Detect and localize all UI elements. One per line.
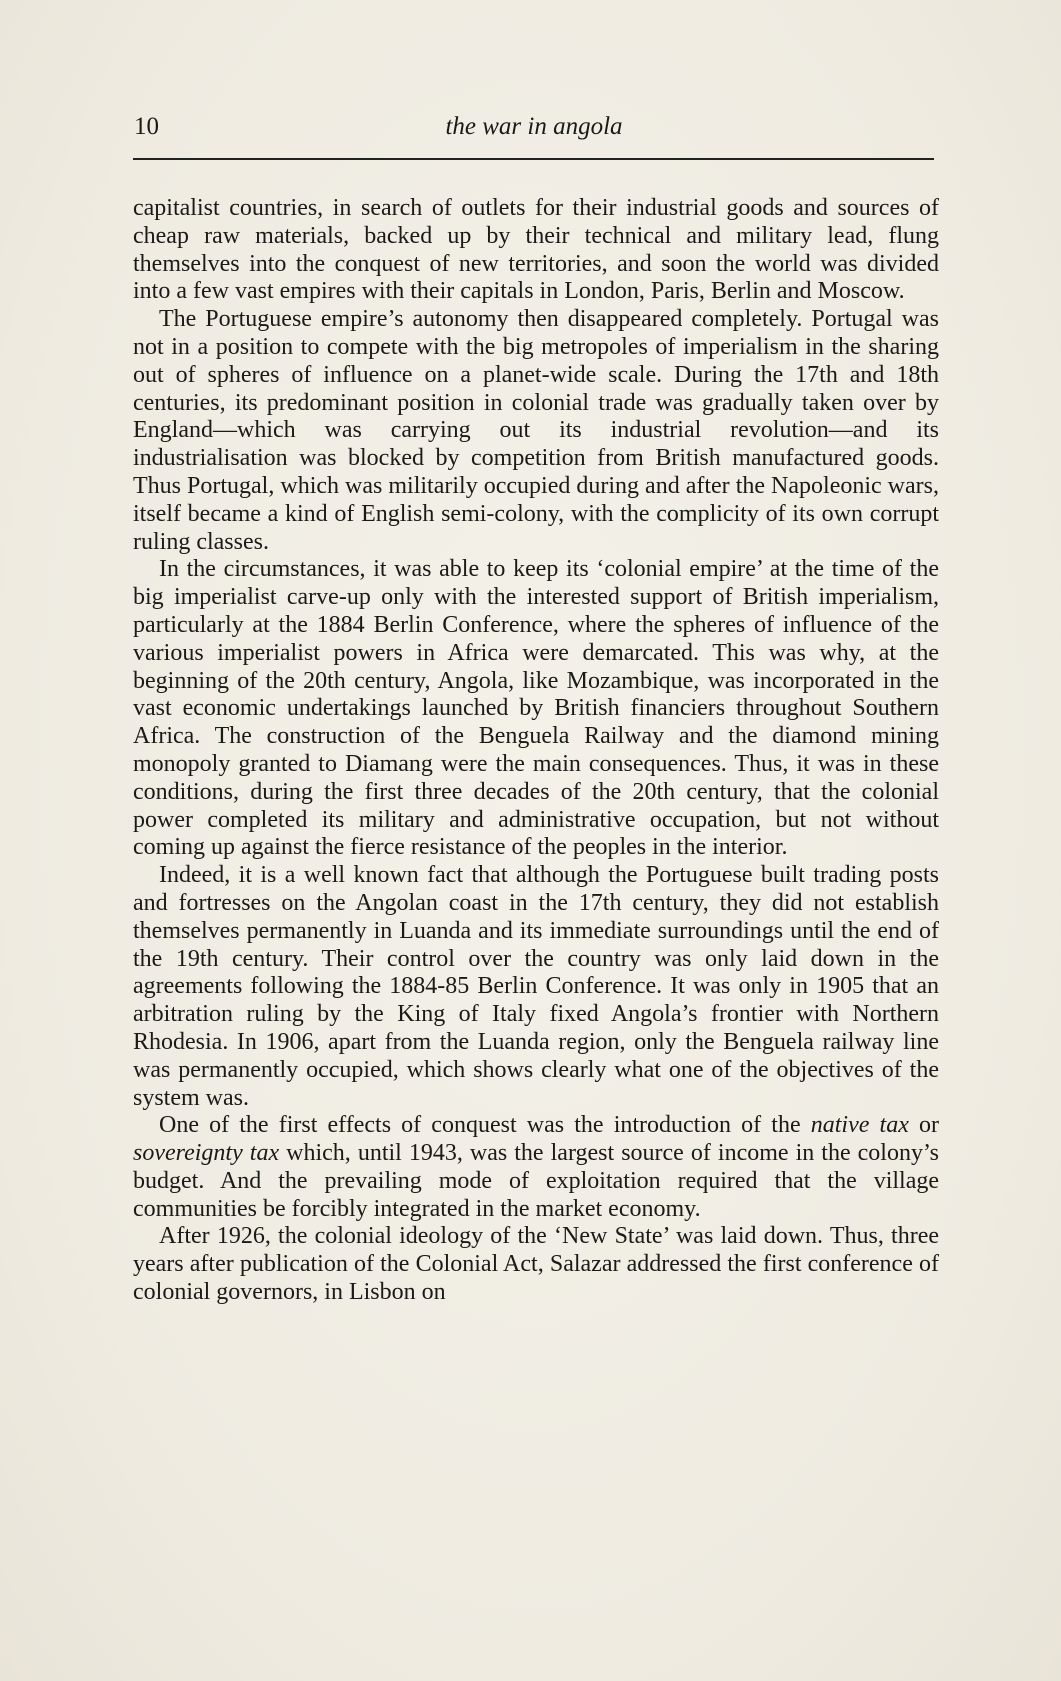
paragraph-5-text-before: One of the first effects of conquest was the introduction of the bbox=[159, 1112, 811, 1139]
native-tax-term: native tax bbox=[810, 1112, 909, 1139]
page-number: 10 bbox=[134, 113, 159, 140]
header-rule bbox=[133, 158, 934, 160]
page-header bbox=[134, 110, 934, 144]
running-title: the war in angola bbox=[445, 113, 623, 140]
sovereignty-tax-term: sovereignty tax bbox=[133, 1140, 280, 1167]
body-text bbox=[133, 195, 939, 1307]
paragraph-5-text-after: which, until 1943, was the largest source of income in the colony’s budget. And the prevailing mode of exploitation required that the village communities be forcibly integrated in the market economy. bbox=[133, 1140, 939, 1222]
paragraph-6: After 1926, the colonial ideology of the ‘New State’ was laid down. Thus, three years after publication of the Colonial Act, Salazar addressed the first conference of colonial governors, in Lisbon on bbox=[133, 1223, 939, 1306]
paragraph-1: capitalist countries, in search of outlets for their industrial goods and sources of cheap raw materials, backed up by their technical and military lead, flung themselves into the conquest of new territories, and soon the world was divided into a few vast empires with their capitals in London, Paris, Berlin and Moscow. bbox=[133, 195, 939, 305]
paragraph-4: Indeed, it is a well known fact that although the Portuguese built trading posts and fortresses on the Angolan coast in the 17th century, they did not establish themselves permanently in Luanda and its immediate surroundings until the end of the 19th century. Their control over the country was only laid down in the agreements following the 1884-85 Berlin Conference. It was only in 1905 that an arbitration ruling by the King of Italy fixed Angola’s frontier with Northern Rhodesia. In 1906, apart from the Luanda region, only the Benguela railway line was permanently occupied, which shows clearly what one of the objectives of the system was. bbox=[133, 862, 939, 1111]
paragraph-5 bbox=[133, 1112, 939, 1223]
paragraph-3: In the circumstances, it was able to keep its ‘colonial empire’ at the time of the big imperialist carve-up only with the interested support of British imperialism, particularly at the 1884 Berlin Conference, where the spheres of influence of the various imperialist powers in Africa were demarcated. This was why, at the beginning of the 20th century, Angola, like Mozambique, was incorporated in the vast economic undertakings launched by British financiers throughout Southern Africa. The construction of the Benguela Railway and the diamond mining monopoly granted to Diamang were the main consequences. Thus, it was in these conditions, during the first three decades of the 20th century, that the colonial power completed its military and administrative occupation, but not without coming up against the fierce resistance of the peoples in the interior. bbox=[133, 556, 939, 861]
paragraph-5-text-mid: or bbox=[908, 1112, 939, 1139]
paragraph-2: The Portuguese empire’s autonomy then disappeared completely. Portugal was not in a position to compete with the big metropoles of imperialism in the sharing out of spheres of influence on a planet-wide scale. During the 17th and 18th centuries, its predominant position in colonial trade was gradually taken over by England—which was carrying out its industrial revolution—and its industrialisation was blocked by competition from British manufactured goods. Thus Portugal, which was militarily occupied during and after the Napoleonic wars, itself became a kind of English semi-colony, with the complicity of its own corrupt ruling classes. bbox=[133, 306, 939, 555]
